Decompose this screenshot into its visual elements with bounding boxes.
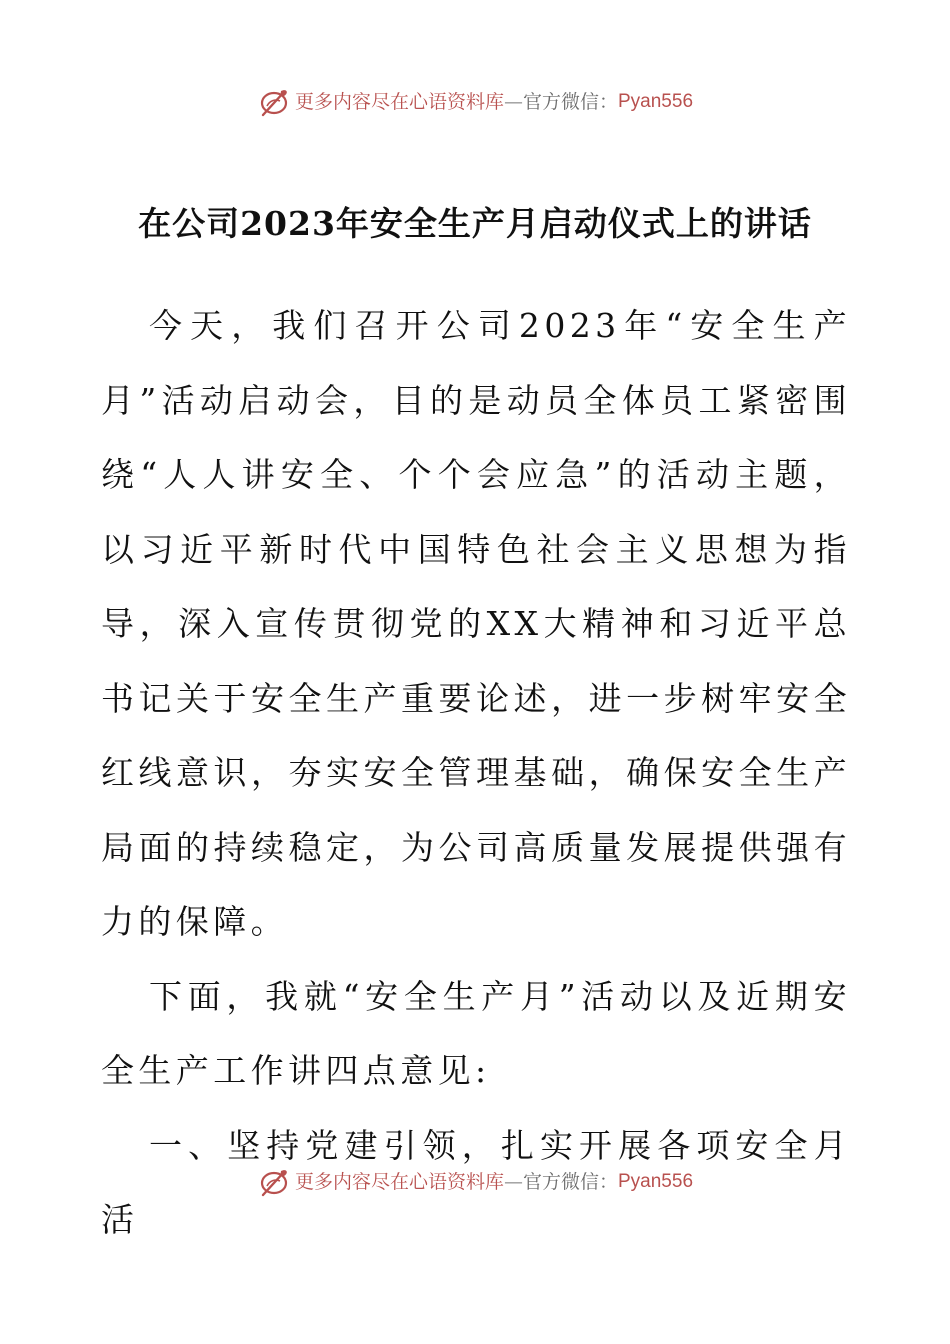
footer-watermark — [0, 1162, 950, 1202]
section-heading-one: 一、坚持党建引领，扎实开展各项安全月活 — [101, 1125, 851, 1239]
document-body — [101, 289, 851, 1258]
watermark-brand-text: 更多内容尽在心语资料库 — [294, 91, 504, 113]
watermark-dash: — — [503, 91, 523, 113]
document-title: 在公司2023年安全生产月启动仪式上的讲话 — [138, 204, 812, 243]
watermark-contact-id: Pyan556 — [618, 1171, 694, 1192]
quill-seal-icon — [257, 1165, 291, 1199]
watermark-contact-label: 官方微信： — [522, 91, 618, 113]
watermark-contact-id: Pyan556 — [618, 91, 694, 112]
quill-seal-icon — [257, 85, 291, 119]
watermark-contact-label: 官方微信： — [522, 1171, 618, 1193]
paragraph-intro: 今天，我们召开公司2023年“安全生产月”活动启动会，目的是动员全体员工紧密围绕“人人讲安全、个个会应急”的活动主题，以习近平新时代中国特色社会主义思想为指导，深入宣传贯彻党的XX大精神和习近平总书记关于安全生产重要论述，进一步树牢安全红线意识，夯实安全管理基础，确保安全生产局面的持续稳定，为公司高质量发展提供强有力的保障。 — [101, 306, 851, 941]
header-watermark — [0, 82, 950, 122]
watermark-brand-text: 更多内容尽在心语资料库 — [294, 1171, 504, 1193]
watermark-dash: — — [503, 1171, 523, 1193]
paragraph-transition: 下面，我就“安全生产月”活动以及近期安全生产工作讲四点意见: — [101, 976, 851, 1090]
